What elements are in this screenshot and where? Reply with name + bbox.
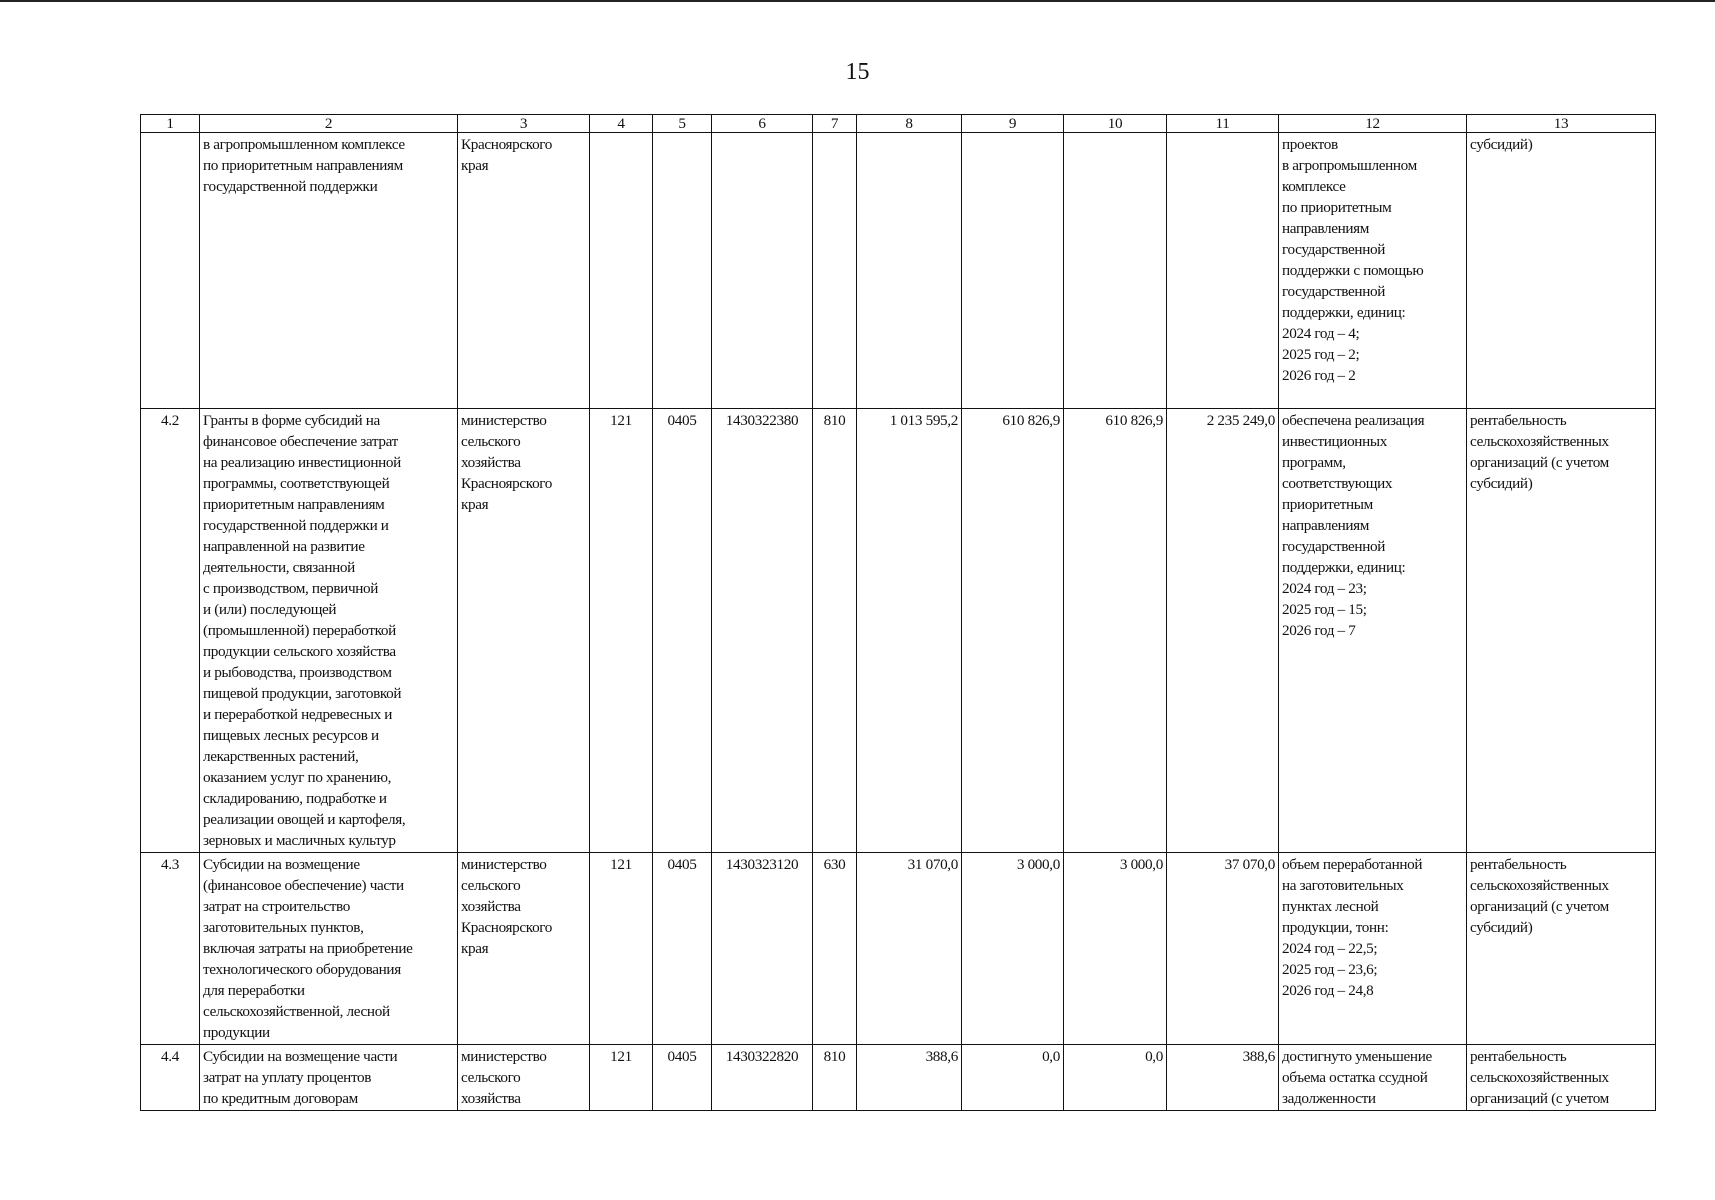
expected-result-text: достигнуто уменьшение объема остатка ссудной задолженности bbox=[1282, 1048, 1432, 1107]
expected-result-cell bbox=[1279, 1045, 1467, 1111]
amount-2024-cell: 388,6 bbox=[857, 1045, 962, 1111]
expense-type-cell: 630 bbox=[813, 853, 857, 1045]
grbs-code-cell: 121 bbox=[590, 409, 653, 853]
amount-2025-cell: 3 000,0 bbox=[962, 853, 1064, 1045]
grbs-code-cell: 121 bbox=[590, 1045, 653, 1111]
target-article-cell bbox=[712, 133, 813, 409]
amount-2024-cell bbox=[857, 133, 962, 409]
row-number-cell: 4.3 bbox=[141, 853, 200, 1045]
amount-2026-cell: 610 826,9 bbox=[1064, 409, 1167, 853]
scan-top-edge bbox=[0, 0, 1715, 2]
executor-text: Красноярского края bbox=[461, 136, 553, 174]
expense-type-cell: 810 bbox=[813, 1045, 857, 1111]
grbs-code-cell: 121 bbox=[590, 853, 653, 1045]
header-cell: 12 bbox=[1279, 115, 1467, 133]
indicator-text: рентабельность сельскохозяйственных организаций (с учетом субсидий) bbox=[1470, 856, 1609, 936]
table-row bbox=[141, 409, 1656, 853]
table-row bbox=[141, 133, 1656, 409]
target-article-cell: 1430322820 bbox=[712, 1045, 813, 1111]
activity-name-cell bbox=[200, 1045, 458, 1111]
header-cell: 2 bbox=[200, 115, 458, 133]
header-cell: 10 bbox=[1064, 115, 1167, 133]
activity-name-cell bbox=[200, 133, 458, 409]
program-activities-table bbox=[140, 114, 1656, 1111]
section-code-cell bbox=[653, 133, 712, 409]
header-cell: 9 bbox=[962, 115, 1064, 133]
executor-text: министерство сельского хозяйства Красноярского края bbox=[461, 412, 553, 513]
amount-total-cell: 388,6 bbox=[1167, 1045, 1279, 1111]
amount-2026-cell bbox=[1064, 133, 1167, 409]
header-cell: 1 bbox=[141, 115, 200, 133]
executor-cell bbox=[458, 1045, 590, 1111]
header-cell: 3 bbox=[458, 115, 590, 133]
page-number: 15 bbox=[845, 59, 870, 85]
executor-text: министерство сельского хозяйства Красноярского края bbox=[461, 856, 553, 957]
activity-name-text: в агропромышленном комплексе по приоритетным направлениям государственной поддержки bbox=[203, 136, 405, 195]
indicator-cell bbox=[1467, 853, 1656, 1045]
indicator-cell bbox=[1467, 133, 1656, 409]
indicator-text: субсидий) bbox=[1470, 136, 1533, 153]
expected-result-cell bbox=[1279, 133, 1467, 409]
amount-2026-cell: 3 000,0 bbox=[1064, 853, 1167, 1045]
expected-result-text: объем переработанной на заготовительных пунктах лесной продукции, тонн: 2024 год – 22,5; 2025 год – 23,6; 2026 год – 24,8 bbox=[1282, 856, 1423, 999]
expense-type-cell bbox=[813, 133, 857, 409]
amount-total-cell: 37 070,0 bbox=[1167, 853, 1279, 1045]
activity-name-text: Субсидии на возмещение части затрат на уплату процентов по кредитным договорам bbox=[203, 1048, 398, 1107]
executor-cell bbox=[458, 409, 590, 853]
target-article-cell: 1430323120 bbox=[712, 853, 813, 1045]
row-number-cell bbox=[141, 133, 200, 409]
activity-name-cell bbox=[200, 853, 458, 1045]
amount-2026-cell: 0,0 bbox=[1064, 1045, 1167, 1111]
header-cell: 5 bbox=[653, 115, 712, 133]
header-cell: 11 bbox=[1167, 115, 1279, 133]
section-code-cell: 0405 bbox=[653, 853, 712, 1045]
indicator-cell bbox=[1467, 1045, 1656, 1111]
expected-result-text: проектов в агропромышленном комплексе по приоритетным направлениям государственной поддержки с помощью государственной поддержки, единиц: 2024 год – 4; 2025 год – 2; 2026 год – 2 bbox=[1282, 136, 1424, 384]
column-number-header-row bbox=[141, 115, 1656, 133]
amount-2025-cell: 0,0 bbox=[962, 1045, 1064, 1111]
indicator-cell bbox=[1467, 409, 1656, 853]
amount-total-cell: 2 235 249,0 bbox=[1167, 409, 1279, 853]
section-code-cell: 0405 bbox=[653, 1045, 712, 1111]
row-number-cell: 4.4 bbox=[141, 1045, 200, 1111]
header-cell: 6 bbox=[712, 115, 813, 133]
header-cell: 8 bbox=[857, 115, 962, 133]
expected-result-cell bbox=[1279, 409, 1467, 853]
section-code-cell: 0405 bbox=[653, 409, 712, 853]
executor-cell bbox=[458, 853, 590, 1045]
expected-result-cell bbox=[1279, 853, 1467, 1045]
amount-2025-cell bbox=[962, 133, 1064, 409]
activity-name-text: Гранты в форме субсидий на финансовое обеспечение затрат на реализацию инвестиционной программы, соответствующей приоритетным направлениям государственной поддержки и направленной на развитие деятельности, связанной с производством, первичной и (или) последующей (промышленной) переработкой продукции сельского хозяйства и рыбоводства, производством пищевой продукции, заготовкой и переработкой недревесных и пищевых лесных ресурсов и лекарственных растений, оказанием услуг по хранению, складированию, подработке и реализации овощей и картофеля, зерновых и масличных культур bbox=[203, 412, 406, 849]
amount-2024-cell: 1 013 595,2 bbox=[857, 409, 962, 853]
indicator-text: рентабельность сельскохозяйственных организаций (с учетом bbox=[1470, 1048, 1609, 1107]
header-cell: 13 bbox=[1467, 115, 1656, 133]
header-cell: 7 bbox=[813, 115, 857, 133]
activity-name-cell bbox=[200, 409, 458, 853]
row-number-cell: 4.2 bbox=[141, 409, 200, 853]
expense-type-cell: 810 bbox=[813, 409, 857, 853]
amount-2025-cell: 610 826,9 bbox=[962, 409, 1064, 853]
expected-result-text: обеспечена реализация инвестиционных программ, соответствующих приоритетным направлениям государственной поддержки, единиц: 2024 год – 23; 2025 год – 15; 2026 год – 7 bbox=[1282, 412, 1425, 639]
amount-2024-cell: 31 070,0 bbox=[857, 853, 962, 1045]
executor-text: министерство сельского хозяйства bbox=[461, 1048, 547, 1107]
table-row bbox=[141, 1045, 1656, 1111]
executor-cell bbox=[458, 133, 590, 409]
indicator-text: рентабельность сельскохозяйственных организаций (с учетом субсидий) bbox=[1470, 412, 1609, 492]
header-cell: 4 bbox=[590, 115, 653, 133]
amount-total-cell bbox=[1167, 133, 1279, 409]
target-article-cell: 1430322380 bbox=[712, 409, 813, 853]
grbs-code-cell bbox=[590, 133, 653, 409]
table-row bbox=[141, 853, 1656, 1045]
activity-name-text: Субсидии на возмещение (финансовое обеспечение) части затрат на строительство заготовительных пунктов, включая затраты на приобретение технологического оборудования для переработки сельскохозяйственной, лесной продукции bbox=[203, 856, 413, 1041]
